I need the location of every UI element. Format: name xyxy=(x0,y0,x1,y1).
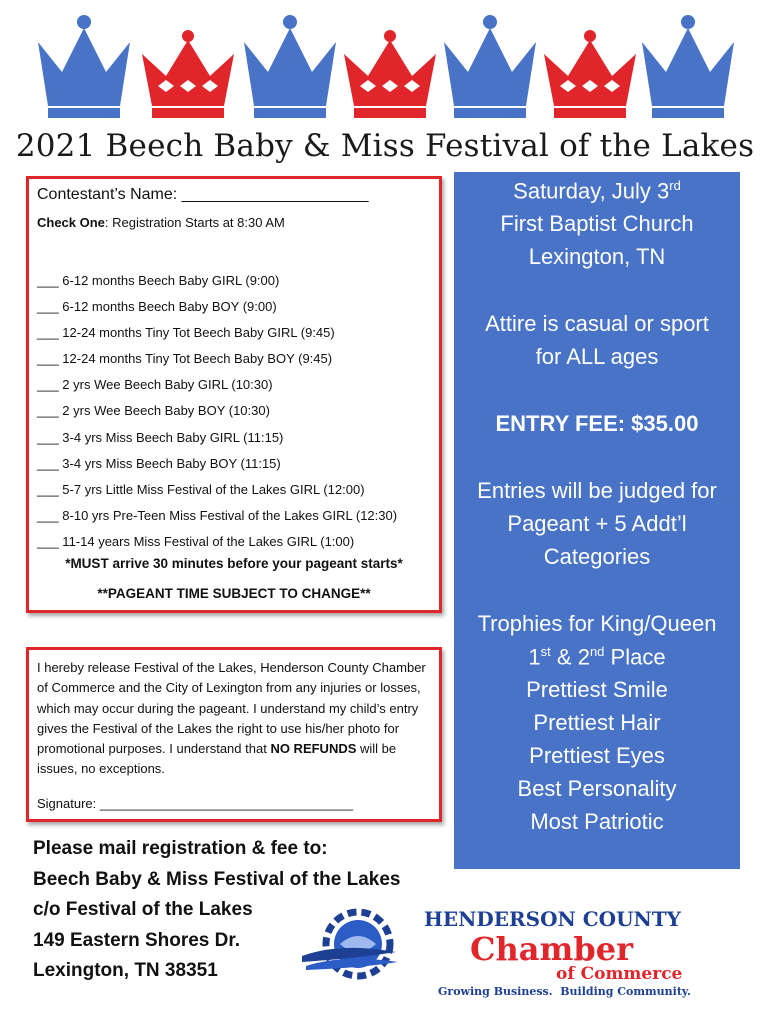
event-venue: First Baptist Church xyxy=(500,211,694,236)
crown-icon xyxy=(442,14,538,118)
release-text-part: I hereby release Festival of the Lakes, Henderson County Chamber of Commerce and the City of Lexington from any injuries or losses, which may occur during the pageant. I understand my child’s entry gives the Festival of the Lakes the right to use his/her photo for promotional purposes. I understand that xyxy=(37,660,426,757)
crown-icon xyxy=(542,14,638,118)
mail-line: 149 Eastern Shores Dr. xyxy=(33,929,240,951)
crown-icon xyxy=(140,14,236,118)
pageant-option[interactable]: ___ 2 yrs Wee Beech Baby GIRL (10:30) xyxy=(37,377,273,393)
pageant-option[interactable]: ___ 5-7 yrs Little Miss Festival of the Lakes GIRL (12:00) xyxy=(37,481,365,497)
check-one-text: : Registration Starts at 8:30 AM xyxy=(104,215,285,230)
event-date xyxy=(454,178,740,204)
event-info-panel xyxy=(454,172,740,869)
mail-line: c/o Festival of the Lakes xyxy=(33,899,253,920)
logo-tagline: Growing Business. Building Community. xyxy=(438,985,691,998)
gear-globe-icon xyxy=(302,912,398,976)
judged-line-3: Categories xyxy=(543,544,651,569)
event-date-suffix: rd xyxy=(669,178,681,193)
release-text-part: will be issues, no exceptions. xyxy=(37,741,397,777)
crown-icon xyxy=(242,14,338,118)
logo-line-2: Chamber xyxy=(470,930,633,968)
pageant-option[interactable]: ___ 3-4 yrs Miss Beech Baby BOY (11:15) xyxy=(37,455,281,471)
logo-line-3: of Commerce xyxy=(556,964,683,984)
pageant-option[interactable]: ___ 3-4 yrs Miss Beech Baby GIRL (11:15) xyxy=(37,429,284,445)
registration-form-box xyxy=(26,176,442,613)
pageant-option[interactable]: ___ 8-10 yrs Pre-Teen Miss Festival of the Lakes GIRL (12:30) xyxy=(37,507,398,523)
crown-icon xyxy=(640,14,736,118)
check-one-label: Check One xyxy=(37,215,105,230)
chamber-of-commerce-logo xyxy=(300,904,740,1000)
crown-icon xyxy=(342,14,438,118)
signature-field[interactable]: ___________________________________ xyxy=(99,796,353,811)
event-city: Lexington, TN xyxy=(528,244,666,269)
pageant-option[interactable]: ___ 12-24 months Tiny Tot Beech Baby GIRL (9:45) xyxy=(37,325,335,341)
place-suffix: nd xyxy=(589,644,605,659)
contestant-name-label: Contestant’s Name: xyxy=(37,186,178,203)
attire-line-2: for ALL ages xyxy=(535,344,659,369)
pageant-option-list xyxy=(37,268,397,555)
mail-line: Beech Baby & Miss Festival of the Lakes xyxy=(33,868,401,890)
trophy-category: Most Patriotic xyxy=(530,809,664,834)
trophies-heading: Trophies for King/Queen xyxy=(477,611,717,636)
crown-icon xyxy=(36,14,132,118)
trophy-category: Best Personality xyxy=(517,776,677,801)
trophy-category: Prettiest Eyes xyxy=(529,743,665,768)
logo-line-1: HENDERSON COUNTY xyxy=(424,907,681,931)
no-refunds-text: NO REFUNDS xyxy=(270,741,357,757)
signature-line xyxy=(37,796,353,811)
pageant-option[interactable]: ___ 6-12 months Beech Baby BOY (9:00) xyxy=(37,299,277,315)
entry-fee: ENTRY FEE: $35.00 xyxy=(495,411,699,436)
place-text: 1 xyxy=(528,644,541,670)
attire-line-1: Attire is casual or sport xyxy=(485,311,709,336)
pageant-option[interactable]: ___ 12-24 months Tiny Tot Beech Baby BOY (9:45) xyxy=(37,351,333,367)
contestant-name-line xyxy=(37,186,369,204)
release-waiver-box xyxy=(26,647,442,822)
crown-shape xyxy=(38,28,130,106)
judged-line-2: Pageant + 5 Addt’l xyxy=(507,511,687,536)
judged-line-1: Entries will be judged for xyxy=(477,478,717,503)
place-text: & 2 xyxy=(550,644,590,670)
signature-label: Signature: xyxy=(37,796,97,811)
release-text xyxy=(37,658,435,780)
pageant-option[interactable]: ___ 2 yrs Wee Beech Baby BOY (10:30) xyxy=(37,403,270,419)
check-one-instruction xyxy=(37,215,285,230)
place-suffix: st xyxy=(540,644,551,659)
trophy-places xyxy=(454,644,740,670)
time-change-notice: **PAGEANT TIME SUBJECT TO CHANGE** xyxy=(97,586,371,601)
contestant-name-field[interactable]: _____________________ xyxy=(181,186,369,203)
trophy-category: Prettiest Smile xyxy=(526,677,668,702)
crown-decoration-row xyxy=(36,14,736,124)
mail-line: Please mail registration & fee to: xyxy=(33,838,328,859)
event-date-text: Saturday, July 3 xyxy=(513,178,670,204)
pageant-option[interactable]: ___ 6-12 months Beech Baby GIRL (9:00) xyxy=(37,273,280,288)
mail-line: Lexington, TN 38351 xyxy=(33,960,218,981)
pageant-option[interactable]: ___ 11-14 years Miss Festival of the Lakes GIRL (1:00) xyxy=(37,533,355,549)
place-text: Place xyxy=(604,644,666,670)
trophy-category: Prettiest Hair xyxy=(533,710,661,735)
arrival-notice: *MUST arrive 30 minutes before your pageant starts* xyxy=(65,556,403,571)
page-title: 2021 Beech Baby & Miss Festival of the Lakes xyxy=(15,128,755,164)
